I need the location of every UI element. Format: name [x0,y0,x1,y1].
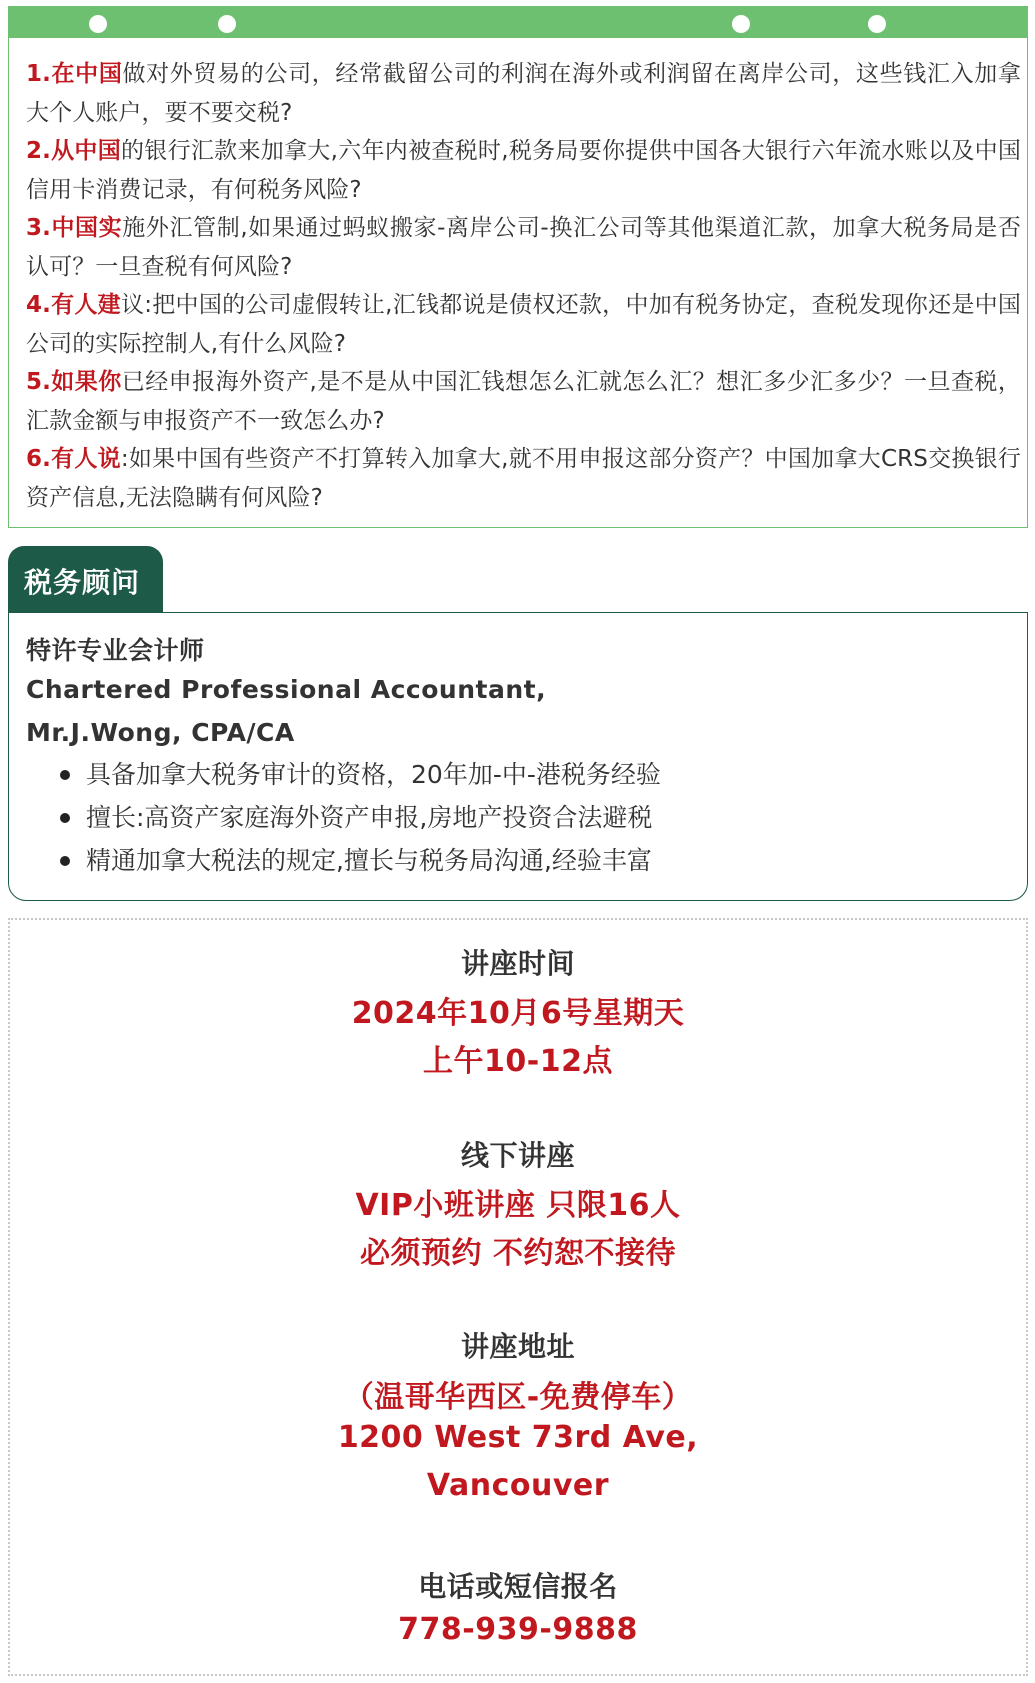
question-text: 议:把中国的公司虚假转让,汇钱都说是债权还款，中加有税务协定，查税发现你还是中国公司的实际控制人,有什么风险? [26,292,1022,357]
list-item [26,839,661,882]
lecture-hours: 上午10-12点 [423,1044,613,1079]
dot-icon [868,15,886,33]
advisor-title-en: Chartered Professional Accountant, [26,675,547,704]
question-lead: 2.从中国 [26,138,121,164]
advisor-point: 精通加拿大税法的规定,擅长与税务局沟通,经验丰富 [86,846,652,875]
bullet-icon [60,856,70,866]
question-lead: 4.有人建 [26,292,121,318]
question-item [26,286,1021,363]
question-lead: 6.有人说 [26,446,121,472]
decorative-header-bar [9,7,1027,38]
lecture-info-panel [8,918,1028,1676]
bullet-icon [60,770,70,780]
address-heading: 讲座地址 [460,1330,575,1363]
advisor-point: 擅长:高资产家庭海外资产申报,房地产投资合法避税 [86,803,653,832]
question-text: 做对外贸易的公司，经常截留公司的利润在海外或利润留在离岸公司，这些钱汇入加拿大个人账户，要不要交税? [26,61,1021,126]
question-item [26,440,1021,517]
time-heading: 讲座时间 [460,947,575,980]
list-item [26,796,661,839]
phone-number[interactable]: 778-939-9888 [398,1612,638,1647]
question-text: 已经申报海外资产,是不是从中国汇钱想怎么汇就怎么汇？想汇多少汇多少？一旦查税，汇款金额与申报资产不一致怎么办? [26,369,1021,434]
address-street: 1200 West 73rd Ave, [337,1420,699,1455]
question-text: :如果中国有些资产不打算转入加拿大,就不用申报这部分资产？中国加拿大CRS交换银行资产信息,无法隐瞒有何风险? [26,446,1021,511]
questions-panel [8,6,1028,528]
question-lead: 5.如果你 [26,369,122,395]
question-text: 的银行汇款来加拿大,六年内被查税时,税务局要你提供中国各大银行六年流水账以及中国信用卡消费记录，有何税务风险? [26,138,1021,203]
question-item [26,55,1021,132]
booking-note: 必须预约 不约恕不接待 [360,1236,676,1271]
dot-icon [89,15,107,33]
question-lead: 3.中国实 [26,215,123,241]
dot-icon [218,15,236,33]
format-heading: 线下讲座 [460,1139,575,1172]
list-item [26,753,661,796]
advisor-panel [8,612,1028,901]
bullet-icon [60,813,70,823]
advisor-title-cn: 特许专业会计师 [26,636,205,665]
question-text: 施外汇管制,如果通过蚂蚁搬家-离岸公司-换汇公司等其他渠道汇款，加拿大税务局是否认可？一旦查税有何风险? [26,215,1021,280]
question-list [26,55,1021,517]
advisor-tab [8,546,163,613]
vip-note: VIP小班讲座 只限16人 [355,1188,681,1223]
question-item [26,132,1021,209]
contact-heading: 电话或短信报名 [418,1570,618,1603]
question-lead: 1.在中国 [26,61,123,87]
address-city: Vancouver [426,1468,610,1503]
advisor-points [26,753,661,882]
address-area: （温哥华西区-免费停车） [343,1380,693,1415]
advisor-name: Mr.J.Wong, CPA/CA [26,718,295,747]
advisor-point: 具备加拿大税务审计的资格，20年加-中-港税务经验 [86,760,661,789]
lecture-date: 2024年10月6号星期天 [351,996,685,1031]
dot-icon [732,15,750,33]
question-item [26,363,1021,440]
question-item [26,209,1021,286]
advisor-tab-label: 税务顾问 [24,566,141,599]
